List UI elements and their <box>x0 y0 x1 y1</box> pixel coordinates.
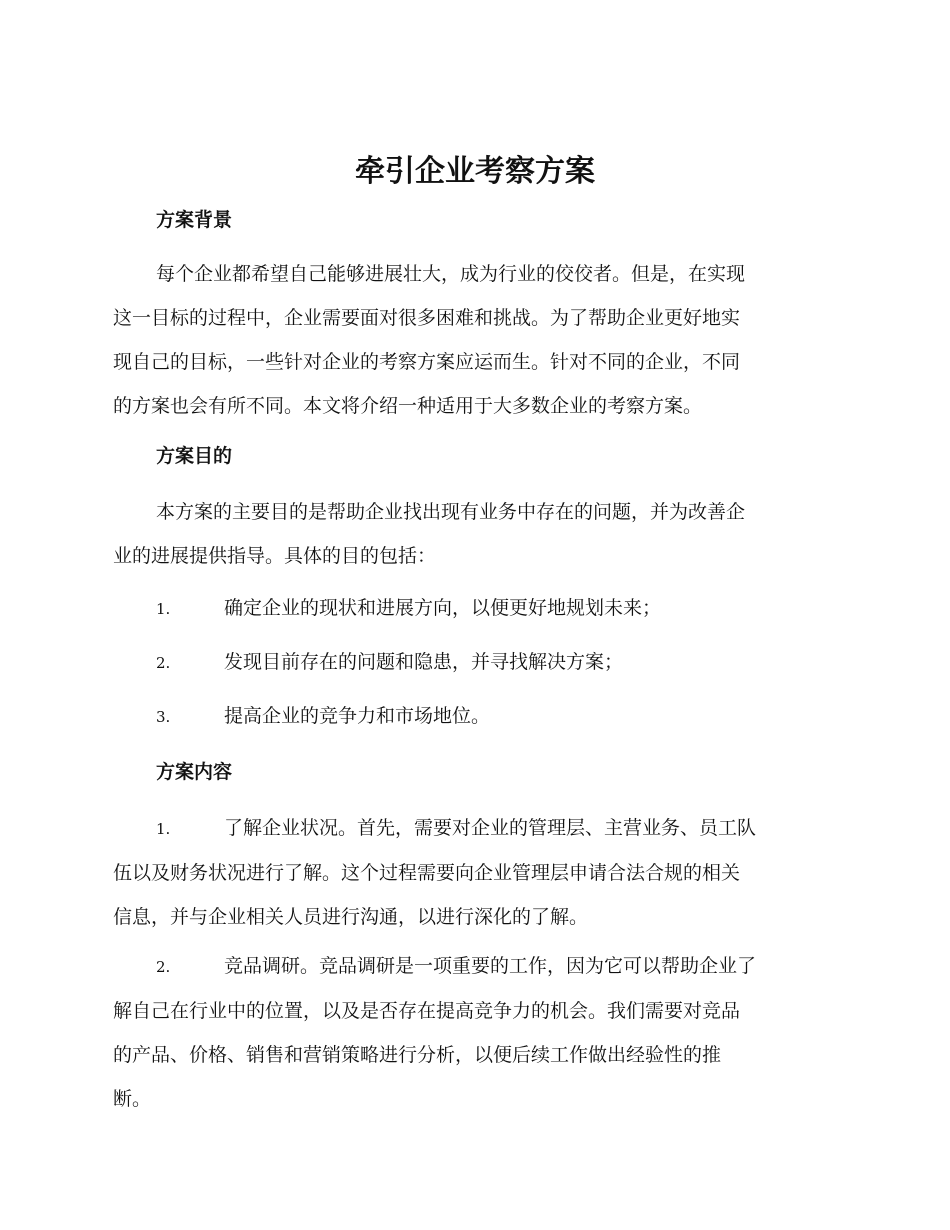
list-item-text: 发现目前存在的问题和隐患，并寻找解决方案； <box>224 651 624 673</box>
paragraph-line: 这一目标的过程中，企业需要面对很多困难和挑战。为了帮助企业更好地实 <box>113 307 741 329</box>
list-item-text: 解自己在行业中的位置，以及是否存在提高竞争力的机会。我们需要对竞品 <box>113 1000 741 1022</box>
purpose-paragraph <box>113 490 833 578</box>
background-paragraph <box>113 252 833 428</box>
purpose-list-item <box>113 694 833 739</box>
list-item-text: 断。 <box>113 1088 152 1110</box>
content-list-item <box>113 944 833 1121</box>
list-item-text: 信息，并与企业相关人员进行沟通，以进行深化的了解。 <box>113 906 589 928</box>
list-item-text: 确定企业的现状和进展方向，以便更好地规划未来； <box>224 597 662 619</box>
list-item-number: 1. <box>156 820 171 838</box>
list-item-text: 提高企业的竞争力和市场地位。 <box>224 705 491 727</box>
paragraph-line: 的方案也会有所不同。本文将介绍一种适用于大多数企业的考察方案。 <box>113 395 703 417</box>
paragraph-line: 业的进展提供指导。具体的目的包括： <box>113 545 437 567</box>
purpose-list-item <box>113 586 833 631</box>
paragraph-line: 每个企业都希望自己能够进展壮大，成为行业的佼佼者。但是，在实现 <box>156 263 746 285</box>
paragraph-line: 现自己的目标，一些针对企业的考察方案应运而生。针对不同的企业，不同 <box>113 351 741 373</box>
section-heading-background: 方案背景 <box>156 209 233 231</box>
section-heading-content: 方案内容 <box>156 761 233 783</box>
list-item-text: 伍以及财务状况进行了解。这个过程需要向企业管理层申请合法合规的相关 <box>113 862 741 884</box>
list-item-text: 了解企业状况。首先，需要对企业的管理层、主营业务、员工队 <box>224 817 757 839</box>
list-item-number: 1. <box>156 600 171 618</box>
section-heading-purpose: 方案目的 <box>156 445 233 467</box>
list-item-text: 的产品、价格、销售和营销策略进行分析，以便后续工作做出经验性的推 <box>113 1044 722 1066</box>
purpose-list-item <box>113 640 833 685</box>
list-item-number: 2. <box>156 958 171 976</box>
content-list-item <box>113 806 833 939</box>
list-item-number: 2. <box>156 654 171 672</box>
list-item-text: 竞品调研。竞品调研是一项重要的工作，因为它可以帮助企业了 <box>224 955 757 977</box>
paragraph-line: 本方案的主要目的是帮助企业找出现有业务中存在的问题，并为改善企 <box>156 501 746 523</box>
document-title: 牵引企业考察方案 <box>355 154 595 189</box>
list-item-number: 3. <box>156 708 171 726</box>
